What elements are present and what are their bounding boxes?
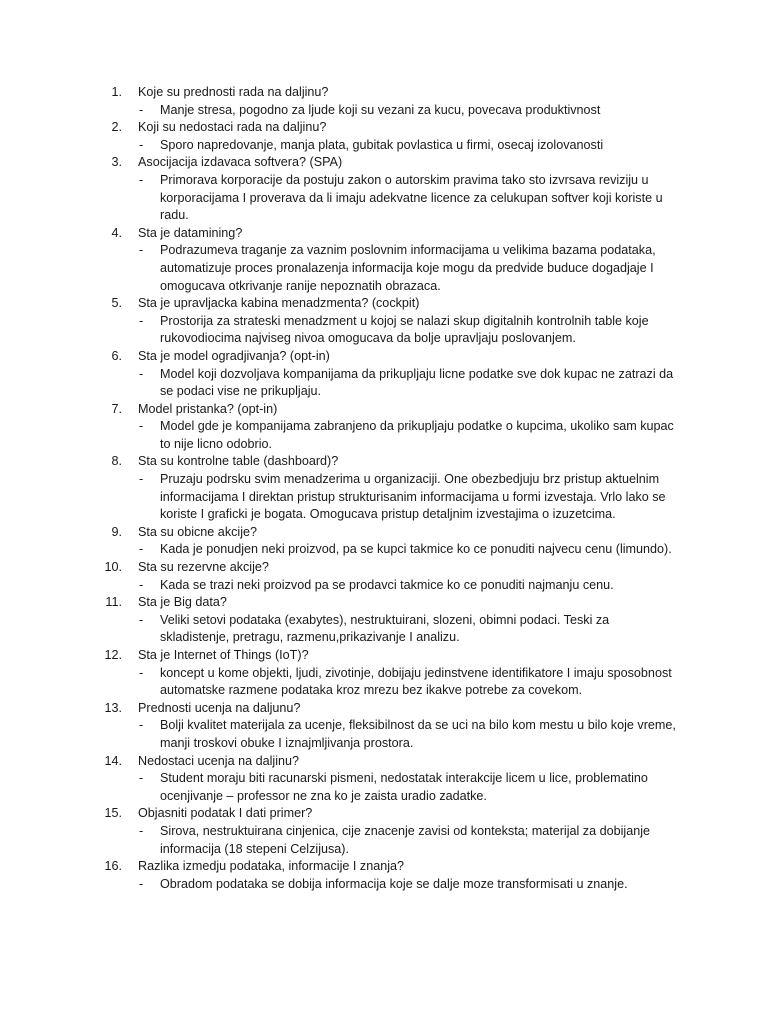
answer-bullet: - (139, 137, 144, 152)
qa-item (0, 119, 768, 154)
question-number: 8. (111, 454, 122, 469)
answer-text: Student moraju biti racunarski pismeni, nedostatak interakcije licem u lice, problematino ocenjivanje – professor ne zna ko je zaista uradio zadatke. (160, 771, 648, 803)
question-text: Sta su kontrolne table (dashboard)? (138, 454, 339, 469)
question-text: Sta je model ogradjivanja? (opt-in) (138, 348, 330, 363)
qa-item (0, 700, 768, 753)
question-text: Sta je datamining? (138, 225, 243, 240)
answer (0, 471, 768, 524)
answer-bullet: - (139, 366, 144, 381)
answer (0, 541, 768, 559)
answer-text: Obradom podataka se dobija informacija koje se dalje moze transformisati u znanje. (160, 876, 628, 891)
question (0, 84, 768, 102)
document-body (0, 84, 768, 893)
answer-bullet: - (139, 876, 144, 891)
question-text: Razlika izmedju podataka, informacije I znanja? (138, 859, 405, 874)
question-text: Objasniti podatak I dati primer? (138, 806, 313, 821)
answer-text: Kada se trazi neki proizvod pa se prodavci takmice ko ce ponuditi najmanju cenu. (160, 577, 614, 592)
question-text: Sta je upravljacka kabina menadzmenta? (cockpit) (138, 296, 420, 311)
question-number: 13. (104, 700, 122, 715)
question-number: 7. (111, 401, 122, 416)
question-text: Sta je Big data? (138, 595, 227, 610)
question (0, 119, 768, 137)
qa-item (0, 295, 768, 348)
answer (0, 418, 768, 453)
question-number: 16. (104, 859, 122, 874)
qa-item (0, 225, 768, 295)
question (0, 805, 768, 823)
question-text: Asocijacija izdavaca softvera? (SPA) (138, 155, 343, 170)
answer (0, 137, 768, 155)
answer (0, 612, 768, 647)
question-text: Koji su nedostaci rada na daljinu? (138, 120, 327, 135)
answer (0, 770, 768, 805)
question (0, 401, 768, 419)
answer (0, 102, 768, 120)
qa-item (0, 348, 768, 401)
answer (0, 717, 768, 752)
answer-text: Prostorija za strateski menadzment u kojoj se nalazi skup digitalnih kontrolnih table koje rukovodiocima najviseg nivoa omogucava da bolje upravljaju poslovanjem. (160, 313, 649, 346)
answer-text: Model gde je kompanijama zabranjeno da prikupljaju podatke o kupcima, ukoliko sam kupac to nije licno odobrio. (160, 419, 674, 451)
qa-item (0, 154, 768, 224)
question-number: 9. (111, 524, 122, 539)
answer-text: Podrazumeva traganje za vaznim poslovnim informacijama u velikima bazama podataka, automatizuje proces pronalazenja informacija koje mogu da predvide buduce dogadjaje I omogucava otkrivanje ranije nepoznatih obrazaca. (160, 243, 656, 293)
qa-item (0, 84, 768, 119)
answer-bullet: - (139, 102, 144, 117)
question-number: 14. (104, 753, 122, 768)
question-number: 4. (111, 225, 122, 240)
question-number: 15. (104, 806, 122, 821)
answer-bullet: - (139, 577, 144, 592)
answer-text: Pruzaju podrsku svim menadzerima u organizaciji. One obezbedjuju brz pristup aktuelnim informacijama I direktan pristup strukturisanim informacijama u formi izvestaja. Vrlo lako se koriste I graficki je bogata. Omogucava pristup detaljnim izvestajima o izuzetcima. (160, 472, 666, 522)
question-text: Sta su rezervne akcije? (138, 560, 269, 575)
answer-bullet: - (139, 665, 144, 680)
question-text: Koje su prednosti rada na daljinu? (138, 85, 329, 99)
qa-item (0, 858, 768, 893)
question-number: 12. (104, 648, 122, 662)
answer-bullet: - (139, 472, 144, 487)
answer (0, 876, 768, 894)
answer-bullet: - (139, 823, 144, 838)
question-number: 3. (111, 155, 122, 170)
answer (0, 242, 768, 295)
answer-bullet: - (139, 771, 144, 786)
question-number: 11. (105, 595, 122, 610)
answer-text: koncept u kome objekti, ljudi, zivotinje, dobijaju jedinstvene identifikatore I imaju sposobnost automatske razmene podataka kroz mrezu bez ikakve potrebe za covekom. (160, 665, 672, 698)
question (0, 700, 768, 718)
answer-bullet: - (139, 419, 144, 434)
question-number: 10. (104, 560, 122, 575)
question-text: Prednosti ucenja na daljunu? (138, 700, 301, 715)
answer-text: Primorava korporacije da postuju zakon o autorskim pravima tako sto izvrsava reviziju u korporacijama I proverava da li imaju adekvatne licence za celukupan softver koji koriste u radu. (160, 172, 663, 223)
question-number: 6. (111, 348, 122, 363)
answer-text: Model koji dozvoljava kompanijama da prikupljaju licne podatke sve dok kupac ne zatrazi da se podaci vise ne prikupljaju. (160, 366, 674, 399)
question-number: 5. (111, 296, 122, 311)
question-text: Model pristanka? (opt-in) (138, 401, 278, 416)
answer-text: Sporo napredovanje, manja plata, gubitak povlastica u firmi, osecaj izolovanosti (160, 137, 604, 152)
qa-item (0, 647, 768, 700)
answer (0, 313, 768, 348)
answer-text: Sirova, nestruktuirana cinjenica, cije znacenje zavisi od konteksta; materijal za dobijanje informacija (18 stepeni Celzijusa). (160, 823, 651, 856)
qa-item (0, 401, 768, 454)
answer-bullet: - (139, 612, 144, 627)
qa-item (0, 753, 768, 806)
question (0, 594, 768, 612)
answer-text: Veliki setovi podataka (exabytes), nestruktuirani, slozeni, obimni podaci. Teski za skladistenje, pretragu, razmenu,prikazivanje I analizu. (160, 612, 610, 645)
answer (0, 665, 768, 700)
question-number: 1. (111, 85, 122, 99)
answer-bullet: - (139, 542, 144, 557)
answer (0, 577, 768, 595)
qa-item (0, 805, 768, 858)
answer-text: Manje stresa, pogodno za ljude koji su vezani za kucu, povecava produktivnost (160, 102, 601, 117)
question (0, 348, 768, 366)
answer (0, 172, 768, 225)
question-number: 2. (111, 120, 122, 135)
answer-text: Bolji kvalitet materijala za ucenje, fleksibilnost da se uci na bilo kom mestu u bilo koje vreme, manji troskovi obuke I iznajmljivanja prostora. (160, 718, 676, 750)
question-text: Sta su obicne akcije? (138, 524, 258, 539)
answer (0, 366, 768, 401)
question (0, 154, 768, 172)
answer-text: Kada je ponudjen neki proizvod, pa se kupci takmice ko ce ponuditi najvecu cenu (limundo). (160, 542, 672, 557)
qa-item (0, 453, 768, 523)
question (0, 295, 768, 313)
answer-bullet: - (139, 313, 144, 328)
answer-bullet: - (139, 718, 144, 733)
qa-item (0, 524, 768, 559)
qa-item (0, 594, 768, 647)
question-text: Nedostaci ucenja na daljinu? (138, 753, 300, 768)
question (0, 225, 768, 243)
question (0, 647, 768, 665)
answer (0, 823, 768, 858)
qa-item (0, 559, 768, 594)
question (0, 858, 768, 876)
question (0, 453, 768, 471)
question (0, 559, 768, 577)
answer-bullet: - (139, 243, 144, 258)
question-text: Sta je Internet of Things (IoT)? (138, 648, 309, 662)
question (0, 753, 768, 771)
answer-bullet: - (139, 172, 144, 187)
question (0, 524, 768, 542)
